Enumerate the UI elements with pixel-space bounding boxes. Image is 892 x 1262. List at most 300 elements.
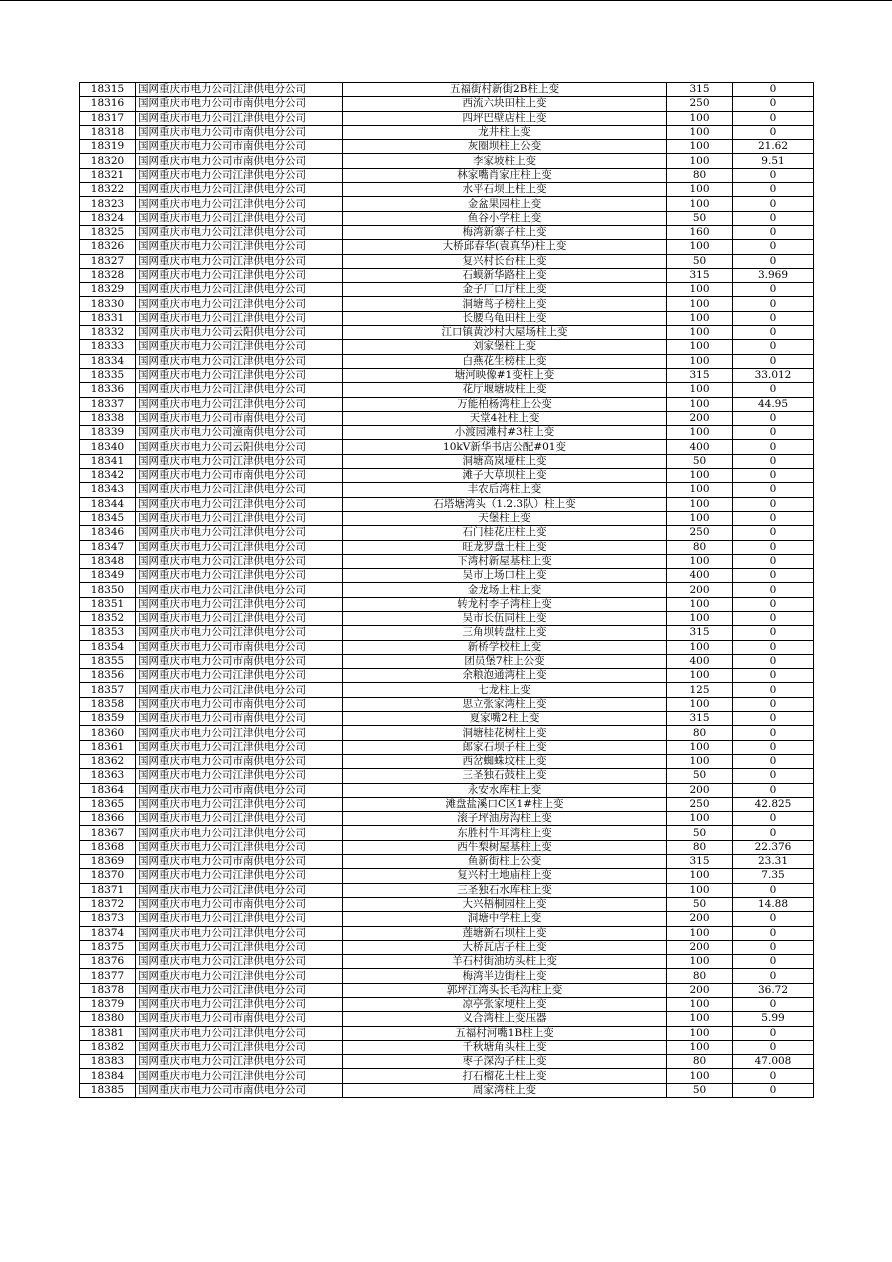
transformer-name-cell: 旺龙罗盘土柱上变 — [343, 540, 667, 554]
capacity-cell: 125 — [667, 683, 733, 697]
value-cell: 22.376 — [733, 840, 814, 854]
capacity-cell: 50 — [667, 254, 733, 268]
capacity-cell: 100 — [667, 740, 733, 754]
capacity-cell: 100 — [667, 883, 733, 897]
row-id-cell: 18326 — [80, 240, 136, 254]
row-id-cell: 18331 — [80, 311, 136, 325]
table-row — [80, 940, 814, 954]
row-id-cell: 18320 — [80, 154, 136, 168]
company-cell: 国网重庆市电力公司云阳供电分公司 — [136, 326, 343, 340]
capacity-cell: 100 — [667, 340, 733, 354]
company-cell: 国网重庆市电力公司市南供电分公司 — [136, 754, 343, 768]
row-id-cell: 18333 — [80, 340, 136, 354]
value-cell: 0 — [733, 683, 814, 697]
company-cell: 国网重庆市电力公司江津供电分公司 — [136, 311, 343, 325]
capacity-cell: 200 — [667, 983, 733, 997]
row-id-cell: 18364 — [80, 783, 136, 797]
row-id-cell: 18338 — [80, 411, 136, 425]
row-id-cell: 18354 — [80, 640, 136, 654]
transformer-name-cell: 长腰乌龟田柱上变 — [343, 311, 667, 325]
company-cell: 国网重庆市电力公司江津供电分公司 — [136, 383, 343, 397]
capacity-cell: 100 — [667, 426, 733, 440]
table-row — [80, 583, 814, 597]
value-cell: 21.62 — [733, 140, 814, 154]
transformer-name-cell: 团员堡7柱上公变 — [343, 654, 667, 668]
table-row — [80, 998, 814, 1012]
row-id-cell: 18358 — [80, 697, 136, 711]
value-cell: 0 — [733, 597, 814, 611]
row-id-cell: 18356 — [80, 669, 136, 683]
value-cell: 0 — [733, 712, 814, 726]
company-cell: 国网重庆市电力公司江津供电分公司 — [136, 726, 343, 740]
company-cell: 国网重庆市电力公司江津供电分公司 — [136, 225, 343, 239]
value-cell: 0 — [733, 669, 814, 683]
value-cell: 0 — [733, 183, 814, 197]
capacity-cell: 100 — [667, 697, 733, 711]
row-id-cell: 18367 — [80, 826, 136, 840]
row-id-cell: 18382 — [80, 1040, 136, 1054]
table-row — [80, 297, 814, 311]
transformer-name-cell: 西牛梨树屋基柱上变 — [343, 840, 667, 854]
transformer-name-cell: 吴市上场口柱上变 — [343, 569, 667, 583]
company-cell: 国网重庆市电力公司市南供电分公司 — [136, 640, 343, 654]
capacity-cell: 200 — [667, 783, 733, 797]
row-id-cell: 18366 — [80, 812, 136, 826]
table-row — [80, 769, 814, 783]
transformer-name-cell: 梅湾新寨子柱上变 — [343, 225, 667, 239]
row-id-cell: 18385 — [80, 1083, 136, 1097]
capacity-cell: 315 — [667, 626, 733, 640]
value-cell: 0 — [733, 726, 814, 740]
company-cell: 国网重庆市电力公司江津供电分公司 — [136, 483, 343, 497]
capacity-cell: 50 — [667, 769, 733, 783]
row-id-cell: 18353 — [80, 626, 136, 640]
table-row — [80, 183, 814, 197]
row-id-cell: 18317 — [80, 111, 136, 125]
row-id-cell: 18363 — [80, 769, 136, 783]
transformer-name-cell: 五福街村新街2B柱上变 — [343, 83, 667, 97]
value-cell: 0 — [733, 454, 814, 468]
table-row — [80, 268, 814, 282]
row-id-cell: 18368 — [80, 840, 136, 854]
transformer-name-cell: 灰圈坝柱上公变 — [343, 140, 667, 154]
company-cell: 国网重庆市电力公司江津供电分公司 — [136, 240, 343, 254]
row-id-cell: 18332 — [80, 326, 136, 340]
table-row — [80, 797, 814, 811]
value-cell: 0 — [733, 340, 814, 354]
value-cell: 0 — [733, 1083, 814, 1097]
transformer-name-cell: 三圣独石水库柱上变 — [343, 883, 667, 897]
row-id-cell: 18381 — [80, 1026, 136, 1040]
table-row — [80, 1083, 814, 1097]
capacity-cell: 50 — [667, 897, 733, 911]
transformer-name-cell: 鱼谷小学柱上变 — [343, 211, 667, 225]
capacity-cell: 100 — [667, 1026, 733, 1040]
row-id-cell: 18357 — [80, 683, 136, 697]
capacity-cell: 100 — [667, 998, 733, 1012]
company-cell: 国网重庆市电力公司市南供电分公司 — [136, 125, 343, 139]
value-cell: 0 — [733, 940, 814, 954]
transformer-name-cell: 金盆果园柱上变 — [343, 197, 667, 211]
transformer-name-cell: 吴市长伍同柱上变 — [343, 611, 667, 625]
row-id-cell: 18329 — [80, 283, 136, 297]
transformer-name-cell: 羊石村街油坊头柱上变 — [343, 955, 667, 969]
value-cell: 0 — [733, 297, 814, 311]
capacity-cell: 400 — [667, 440, 733, 454]
capacity-cell: 100 — [667, 240, 733, 254]
company-cell: 国网重庆市电力公司市南供电分公司 — [136, 154, 343, 168]
value-cell: 0 — [733, 826, 814, 840]
company-cell: 国网重庆市电力公司江津供电分公司 — [136, 340, 343, 354]
company-cell: 国网重庆市电力公司江津供电分公司 — [136, 1069, 343, 1083]
row-id-cell: 18355 — [80, 654, 136, 668]
value-cell: 47.008 — [733, 1055, 814, 1069]
table-row — [80, 869, 814, 883]
table-row — [80, 1069, 814, 1083]
transformer-name-cell: 夏家嘴2柱上变 — [343, 712, 667, 726]
transformer-name-cell: 江口镇黄沙村大屋场柱上变 — [343, 326, 667, 340]
company-cell: 国网重庆市电力公司江津供电分公司 — [136, 883, 343, 897]
table-row — [80, 855, 814, 869]
row-id-cell: 18347 — [80, 540, 136, 554]
row-id-cell: 18372 — [80, 897, 136, 911]
company-cell: 国网重庆市电力公司江津供电分公司 — [136, 554, 343, 568]
value-cell: 0 — [733, 626, 814, 640]
capacity-cell: 160 — [667, 225, 733, 239]
company-cell: 国网重庆市电力公司江津供电分公司 — [136, 1026, 343, 1040]
capacity-cell: 100 — [667, 283, 733, 297]
capacity-cell: 100 — [667, 397, 733, 411]
table-row — [80, 383, 814, 397]
table-row — [80, 554, 814, 568]
table-row — [80, 826, 814, 840]
transformer-name-cell: 大桥瓦店子柱上变 — [343, 940, 667, 954]
transformer-name-cell: 周家湾柱上变 — [343, 1083, 667, 1097]
value-cell: 0 — [733, 611, 814, 625]
transformer-name-cell: 西岔蜘蛛坟柱上变 — [343, 754, 667, 768]
transformer-name-cell: 滩盘盐溪口C区1#柱上变 — [343, 797, 667, 811]
transformer-name-cell: 滩子大草坝柱上变 — [343, 469, 667, 483]
row-id-cell: 18335 — [80, 368, 136, 382]
row-id-cell: 18344 — [80, 497, 136, 511]
value-cell: 0 — [733, 168, 814, 182]
table-row — [80, 311, 814, 325]
table-row — [80, 154, 814, 168]
value-cell: 0 — [733, 783, 814, 797]
value-cell: 0 — [733, 469, 814, 483]
company-cell: 国网重庆市电力公司江津供电分公司 — [136, 540, 343, 554]
capacity-cell: 100 — [667, 125, 733, 139]
company-cell: 国网重庆市电力公司市南供电分公司 — [136, 712, 343, 726]
value-cell: 0 — [733, 354, 814, 368]
table-row — [80, 611, 814, 625]
table-row — [80, 569, 814, 583]
company-cell: 国网重庆市电力公司市南供电分公司 — [136, 469, 343, 483]
capacity-cell: 100 — [667, 197, 733, 211]
transformer-name-cell: 小渡园滩村#3柱上变 — [343, 426, 667, 440]
company-cell: 国网重庆市电力公司江津供电分公司 — [136, 969, 343, 983]
table-row — [80, 426, 814, 440]
value-cell: 0 — [733, 955, 814, 969]
row-id-cell: 18327 — [80, 254, 136, 268]
capacity-cell: 80 — [667, 726, 733, 740]
value-cell: 9.51 — [733, 154, 814, 168]
capacity-cell: 100 — [667, 326, 733, 340]
value-cell: 0 — [733, 497, 814, 511]
table-row — [80, 640, 814, 654]
row-id-cell: 18360 — [80, 726, 136, 740]
table-row — [80, 726, 814, 740]
table-row — [80, 326, 814, 340]
row-id-cell: 18341 — [80, 454, 136, 468]
capacity-cell: 315 — [667, 712, 733, 726]
table-row — [80, 783, 814, 797]
company-cell: 国网重庆市电力公司江津供电分公司 — [136, 740, 343, 754]
transformer-name-cell: 万能柏杨湾柱上公变 — [343, 397, 667, 411]
value-cell: 0 — [733, 125, 814, 139]
company-cell: 国网重庆市电力公司江津供电分公司 — [136, 998, 343, 1012]
capacity-cell: 100 — [667, 111, 733, 125]
transformer-name-cell: 打石榴花土柱上变 — [343, 1069, 667, 1083]
row-id-cell: 18342 — [80, 469, 136, 483]
company-cell: 国网重庆市电力公司江津供电分公司 — [136, 812, 343, 826]
transformer-name-cell: 洞塘桂花树柱上变 — [343, 726, 667, 740]
table-row — [80, 440, 814, 454]
company-cell: 国网重庆市电力公司江津供电分公司 — [136, 168, 343, 182]
row-id-cell: 18374 — [80, 926, 136, 940]
transformer-name-cell: 梅湾半边街柱上变 — [343, 969, 667, 983]
transformer-name-cell: 四坪巴壁店柱上变 — [343, 111, 667, 125]
value-cell: 44.95 — [733, 397, 814, 411]
transformer-name-cell: 复兴村土地庙柱上变 — [343, 869, 667, 883]
table-row — [80, 969, 814, 983]
transformer-name-cell: 枣子深沟子柱上变 — [343, 1055, 667, 1069]
capacity-cell: 100 — [667, 554, 733, 568]
value-cell: 0 — [733, 883, 814, 897]
capacity-cell: 100 — [667, 812, 733, 826]
value-cell: 14.88 — [733, 897, 814, 911]
row-id-cell: 18351 — [80, 597, 136, 611]
table-row — [80, 597, 814, 611]
capacity-cell: 250 — [667, 526, 733, 540]
capacity-cell: 100 — [667, 483, 733, 497]
company-cell: 国网重庆市电力公司潼南供电分公司 — [136, 426, 343, 440]
capacity-cell: 400 — [667, 569, 733, 583]
row-id-cell: 18349 — [80, 569, 136, 583]
capacity-cell: 200 — [667, 583, 733, 597]
capacity-cell: 315 — [667, 83, 733, 97]
transformer-name-cell: 莲塘新石坝柱上变 — [343, 926, 667, 940]
table-row — [80, 897, 814, 911]
capacity-cell: 100 — [667, 140, 733, 154]
transformer-name-cell: 石塔塘湾头（1.2.3队）柱上变 — [343, 497, 667, 511]
value-cell: 0 — [733, 1040, 814, 1054]
table-row — [80, 83, 814, 97]
table-row — [80, 497, 814, 511]
row-id-cell: 18352 — [80, 611, 136, 625]
capacity-cell: 100 — [667, 955, 733, 969]
capacity-cell: 100 — [667, 597, 733, 611]
table-row — [80, 454, 814, 468]
table-row — [80, 254, 814, 268]
table-row — [80, 111, 814, 125]
company-cell: 国网重庆市电力公司市南供电分公司 — [136, 783, 343, 797]
transformer-name-cell: 丰农后湾柱上变 — [343, 483, 667, 497]
transformer-name-cell: 下湾村新屋基柱上变 — [343, 554, 667, 568]
table-row — [80, 1055, 814, 1069]
row-id-cell: 18384 — [80, 1069, 136, 1083]
value-cell: 0 — [733, 740, 814, 754]
capacity-cell: 100 — [667, 383, 733, 397]
transformer-name-cell: 三圣独石鼓柱上变 — [343, 769, 667, 783]
table-row — [80, 97, 814, 111]
company-cell: 国网重庆市电力公司市南供电分公司 — [136, 697, 343, 711]
transformer-name-cell: 花厅堰塘坡柱上变 — [343, 383, 667, 397]
company-cell: 国网重庆市电力公司江津供电分公司 — [136, 354, 343, 368]
capacity-cell: 200 — [667, 940, 733, 954]
company-cell: 国网重庆市电力公司江津供电分公司 — [136, 669, 343, 683]
table-row — [80, 1012, 814, 1026]
page-top-rule — [0, 0, 892, 1]
table-row — [80, 626, 814, 640]
table-row — [80, 740, 814, 754]
company-cell: 国网重庆市电力公司江津供电分公司 — [136, 497, 343, 511]
table-row — [80, 225, 814, 239]
row-id-cell: 18324 — [80, 211, 136, 225]
value-cell: 0 — [733, 654, 814, 668]
transformer-name-cell: 思立张家湾柱上变 — [343, 697, 667, 711]
transformer-name-cell: 新桥学校柱上变 — [343, 640, 667, 654]
capacity-cell: 50 — [667, 1083, 733, 1097]
row-id-cell: 18380 — [80, 1012, 136, 1026]
row-id-cell: 18378 — [80, 983, 136, 997]
table-row — [80, 125, 814, 139]
value-cell: 0 — [733, 540, 814, 554]
capacity-cell: 100 — [667, 297, 733, 311]
row-id-cell: 18319 — [80, 140, 136, 154]
capacity-cell: 100 — [667, 869, 733, 883]
company-cell: 国网重庆市电力公司江津供电分公司 — [136, 597, 343, 611]
value-cell: 0 — [733, 812, 814, 826]
capacity-cell: 250 — [667, 97, 733, 111]
transformer-name-cell: 林家嘴肖家庄柱上变 — [343, 168, 667, 182]
transformer-name-cell: 金龙场上柱上变 — [343, 583, 667, 597]
transformer-name-cell: 水平石坝上柱上变 — [343, 183, 667, 197]
row-id-cell: 18371 — [80, 883, 136, 897]
row-id-cell: 18323 — [80, 197, 136, 211]
company-cell: 国网重庆市电力公司江津供电分公司 — [136, 283, 343, 297]
transformer-name-cell: 复兴村长台柱上变 — [343, 254, 667, 268]
company-cell: 国网重庆市电力公司江津供电分公司 — [136, 83, 343, 97]
capacity-cell: 100 — [667, 640, 733, 654]
transformer-name-cell: 七龙柱上变 — [343, 683, 667, 697]
company-cell: 国网重庆市电力公司市南供电分公司 — [136, 97, 343, 111]
transformer-name-cell: 郎家石坝子柱上变 — [343, 740, 667, 754]
row-id-cell: 18345 — [80, 511, 136, 525]
company-cell: 国网重庆市电力公司江津供电分公司 — [136, 569, 343, 583]
value-cell: 0 — [733, 211, 814, 225]
capacity-cell: 100 — [667, 469, 733, 483]
company-cell: 国网重庆市电力公司江津供电分公司 — [136, 869, 343, 883]
row-id-cell: 18316 — [80, 97, 136, 111]
value-cell: 0 — [733, 111, 814, 125]
row-id-cell: 18350 — [80, 583, 136, 597]
table-row — [80, 397, 814, 411]
company-cell: 国网重庆市电力公司江津供电分公司 — [136, 183, 343, 197]
table-row — [80, 140, 814, 154]
capacity-cell: 315 — [667, 368, 733, 382]
table-row — [80, 168, 814, 182]
capacity-cell: 100 — [667, 611, 733, 625]
transformer-name-cell: 凉亭张家埂柱上变 — [343, 998, 667, 1012]
transformer-name-cell: 五福村河嘴1B柱上变 — [343, 1026, 667, 1040]
company-cell: 国网重庆市电力公司市南供电分公司 — [136, 897, 343, 911]
row-id-cell: 18359 — [80, 712, 136, 726]
row-id-cell: 18334 — [80, 354, 136, 368]
capacity-cell: 50 — [667, 454, 733, 468]
value-cell: 0 — [733, 225, 814, 239]
value-cell: 0 — [733, 326, 814, 340]
value-cell: 0 — [733, 1026, 814, 1040]
transformer-name-cell: 石门桂花庄柱上变 — [343, 526, 667, 540]
table-row — [80, 754, 814, 768]
row-id-cell: 18322 — [80, 183, 136, 197]
company-cell: 国网重庆市电力公司江津供电分公司 — [136, 1055, 343, 1069]
table-row — [80, 211, 814, 225]
transformer-name-cell: 永安水库柱上变 — [343, 783, 667, 797]
table-row — [80, 1040, 814, 1054]
transformer-name-cell: 鱼新街柱上公变 — [343, 855, 667, 869]
company-cell: 国网重庆市电力公司江津供电分公司 — [136, 454, 343, 468]
table-row — [80, 883, 814, 897]
transformer-name-cell: 洞塘茑子榜柱上变 — [343, 297, 667, 311]
value-cell: 7.35 — [733, 869, 814, 883]
row-id-cell: 18337 — [80, 397, 136, 411]
company-cell: 国网重庆市电力公司江津供电分公司 — [136, 526, 343, 540]
company-cell: 国网重庆市电力公司江津供电分公司 — [136, 940, 343, 954]
value-cell: 0 — [733, 283, 814, 297]
capacity-cell: 100 — [667, 1012, 733, 1026]
value-cell: 0 — [733, 912, 814, 926]
capacity-cell: 100 — [667, 311, 733, 325]
table-body — [80, 83, 814, 1098]
row-id-cell: 18330 — [80, 297, 136, 311]
table-row — [80, 354, 814, 368]
row-id-cell: 18369 — [80, 855, 136, 869]
transformer-table — [79, 82, 814, 1098]
value-cell: 0 — [733, 1069, 814, 1083]
company-cell: 国网重庆市电力公司江津供电分公司 — [136, 683, 343, 697]
value-cell: 0 — [733, 998, 814, 1012]
company-cell: 国网重庆市电力公司江津供电分公司 — [136, 840, 343, 854]
company-cell: 国网重庆市电力公司江津供电分公司 — [136, 983, 343, 997]
capacity-cell: 200 — [667, 912, 733, 926]
value-cell: 0 — [733, 440, 814, 454]
capacity-cell: 100 — [667, 754, 733, 768]
value-cell: 0 — [733, 526, 814, 540]
capacity-cell: 100 — [667, 183, 733, 197]
value-cell: 0 — [733, 311, 814, 325]
company-cell: 国网重庆市电力公司江津供电分公司 — [136, 955, 343, 969]
company-cell: 国网重庆市电力公司江津供电分公司 — [136, 368, 343, 382]
table-row — [80, 812, 814, 826]
company-cell: 国网重庆市电力公司江津供电分公司 — [136, 912, 343, 926]
table-row — [80, 712, 814, 726]
transformer-name-cell: 石蟆新华路柱上变 — [343, 268, 667, 282]
company-cell: 国网重庆市电力公司江津供电分公司 — [136, 397, 343, 411]
row-id-cell: 18375 — [80, 940, 136, 954]
capacity-cell: 50 — [667, 211, 733, 225]
